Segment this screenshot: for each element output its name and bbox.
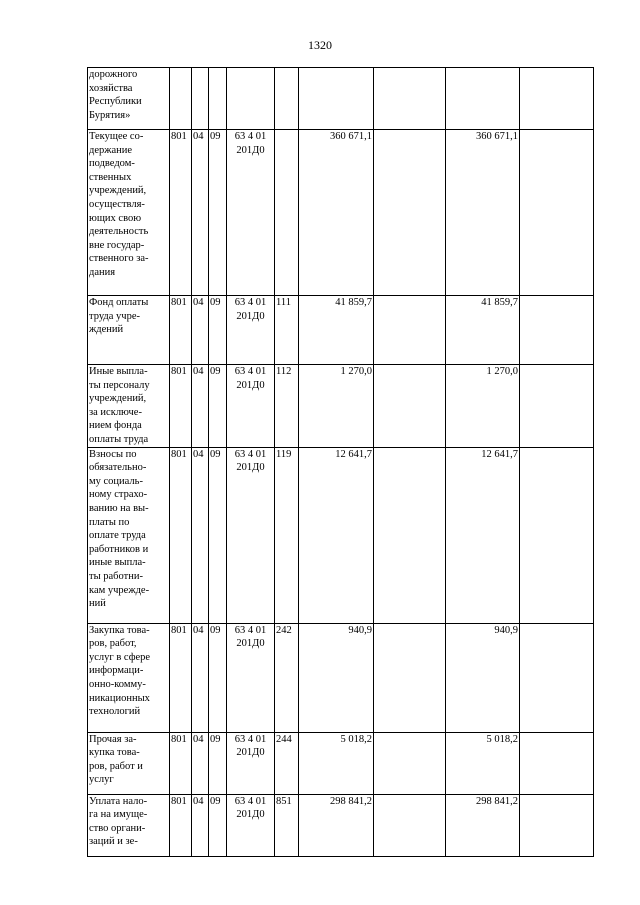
amount-extra-cell: [374, 68, 446, 130]
target-article-cell: [227, 447, 275, 623]
target-article-text: 63 4 01 201Д0: [234, 733, 267, 759]
expense-name-cell: [88, 130, 170, 296]
empty-cell: [520, 296, 594, 365]
expense-name-cell: [88, 794, 170, 856]
subsection-code-text: 09: [210, 366, 221, 377]
subsection-code-cell: [209, 130, 227, 296]
amount-cell: [299, 130, 374, 296]
section-code-cell: [192, 296, 209, 365]
amount-extra-cell: [374, 365, 446, 448]
expense-type-cell: [275, 130, 299, 296]
empty-cell: [520, 447, 594, 623]
amount-extra-cell: [374, 623, 446, 732]
amount-total-text: 298 841,2: [476, 795, 518, 807]
ministry-code-cell: [170, 447, 192, 623]
expense-type-cell: [275, 794, 299, 856]
table-row: [88, 365, 594, 448]
subsection-code-cell: [209, 732, 227, 794]
amount-cell: [299, 447, 374, 623]
amount-extra-cell: [374, 296, 446, 365]
expense-name-cell: [88, 68, 170, 130]
expense-type-cell: [275, 68, 299, 130]
target-article-cell: [227, 732, 275, 794]
subsection-code-text: 09: [210, 448, 221, 460]
expense-type-text: 851: [276, 795, 292, 807]
section-code-cell: [192, 794, 209, 856]
expense-name-text: Иные выпла- ты персоналу учреждений, за исключе- нием фонда оплаты труда: [89, 366, 150, 445]
target-article-text: 63 4 01 201Д0: [234, 297, 267, 322]
amount-total-cell: [446, 623, 520, 732]
ministry-code-text: 801: [171, 297, 187, 308]
empty-cell: [520, 623, 594, 732]
subsection-code-text: 09: [210, 733, 221, 745]
expense-name-text: Текущее со- держание подведом- ственных учреждений, осуществля- ющих свою деятельность вне государ- ственного за- дания: [89, 131, 149, 278]
expense-type-text: 119: [276, 448, 292, 460]
expense-name-text: Взносы по обязательно- му социаль- ному страхо- ванию на вы- платы по оплате труда работников и иные выпла- ты работни- кам учрежде- ний: [89, 448, 150, 610]
section-code-cell: [192, 623, 209, 732]
ministry-code-cell: [170, 732, 192, 794]
section-code-text: 04: [193, 366, 204, 377]
empty-cell: [520, 794, 594, 856]
target-article-text: 63 4 01 201Д0: [234, 131, 267, 156]
amount-cell: [299, 623, 374, 732]
table-row: [88, 68, 594, 130]
expense-name-text: Фонд оплаты труда учре- ждений: [89, 297, 149, 336]
expense-type-text: 112: [276, 366, 292, 377]
table-row: [88, 623, 594, 732]
amount-total-cell: [446, 365, 520, 448]
ministry-code-cell: [170, 794, 192, 856]
subsection-code-cell: [209, 623, 227, 732]
target-article-text: 63 4 01 201Д0: [234, 366, 267, 391]
amount-cell: [299, 296, 374, 365]
amount-total-text: 41 859,7: [481, 297, 518, 308]
ministry-code-cell: [170, 130, 192, 296]
subsection-code-cell: [209, 365, 227, 448]
empty-cell: [520, 130, 594, 296]
amount-cell: [299, 732, 374, 794]
amount-extra-cell: [374, 130, 446, 296]
ministry-code-text: 801: [171, 795, 187, 807]
page-number: 1320: [308, 38, 332, 52]
table-row: [88, 447, 594, 623]
expense-type-cell: [275, 732, 299, 794]
expense-type-text: 244: [276, 733, 292, 745]
table-row: [88, 732, 594, 794]
amount-total-cell: [446, 296, 520, 365]
amount-text: 5 018,2: [340, 733, 372, 745]
expense-name-cell: [88, 296, 170, 365]
section-code-cell: [192, 732, 209, 794]
expense-type-text: 242: [276, 624, 292, 636]
amount-total-cell: [446, 68, 520, 130]
expense-name-cell: [88, 365, 170, 448]
subsection-code-text: 09: [210, 131, 221, 142]
subsection-code-cell: [209, 794, 227, 856]
amount-text: 1 270,0: [340, 366, 372, 377]
expense-name-cell: [88, 447, 170, 623]
target-article-text: 63 4 01 201Д0: [234, 448, 267, 474]
target-article-text: 63 4 01 201Д0: [234, 795, 267, 821]
amount-total-text: 940,9: [494, 624, 518, 636]
amount-text: 940,9: [348, 624, 372, 636]
amount-text: 12 641,7: [335, 448, 372, 460]
section-code-cell: [192, 365, 209, 448]
amount-total-text: 1 270,0: [486, 366, 518, 377]
amount-total-cell: [446, 447, 520, 623]
subsection-code-cell: [209, 296, 227, 365]
section-code-text: 04: [193, 448, 204, 460]
amount-text: 360 671,1: [330, 131, 372, 142]
amount-text: 298 841,2: [330, 795, 372, 807]
section-code-cell: [192, 447, 209, 623]
amount-cell: [299, 68, 374, 130]
subsection-code-cell: [209, 68, 227, 130]
amount-total-cell: [446, 130, 520, 296]
empty-cell: [520, 365, 594, 448]
target-article-cell: [227, 794, 275, 856]
subsection-code-text: 09: [210, 624, 221, 636]
section-code-cell: [192, 68, 209, 130]
expense-name-text: Закупка това- ров, работ, услуг в сфере информаци- онно-комму- никационных технологий: [89, 624, 151, 718]
section-code-cell: [192, 130, 209, 296]
ministry-code-cell: [170, 296, 192, 365]
target-article-cell: [227, 130, 275, 296]
table-row: [88, 296, 594, 365]
expense-name-text: дорожного хозяйства Республики Бурятия»: [89, 69, 142, 121]
target-article-cell: [227, 623, 275, 732]
ministry-code-text: 801: [171, 448, 187, 460]
amount-total-text: 12 641,7: [481, 448, 518, 460]
expense-type-cell: [275, 623, 299, 732]
expense-type-cell: [275, 365, 299, 448]
expense-name-cell: [88, 732, 170, 794]
expense-name-text: Прочая за- купка това- ров, работ и услуг: [89, 733, 143, 786]
section-code-text: 04: [193, 733, 204, 745]
subsection-code-text: 09: [210, 795, 221, 807]
section-code-text: 04: [193, 297, 204, 308]
table-row: [88, 794, 594, 856]
amount-cell: [299, 794, 374, 856]
expense-name-text: Уплата нало- га на имуще- ство органи- заций и зе-: [89, 795, 148, 848]
amount-total-cell: [446, 794, 520, 856]
ministry-code-text: 801: [171, 131, 187, 142]
expense-type-cell: [275, 447, 299, 623]
expense-type-text: 111: [276, 297, 291, 308]
empty-cell: [520, 732, 594, 794]
amount-cell: [299, 365, 374, 448]
amount-text: 41 859,7: [335, 297, 372, 308]
section-code-text: 04: [193, 795, 204, 807]
ministry-code-cell: [170, 68, 192, 130]
amount-total-cell: [446, 732, 520, 794]
target-article-cell: [227, 296, 275, 365]
target-article-text: 63 4 01 201Д0: [234, 624, 267, 650]
subsection-code-cell: [209, 447, 227, 623]
subsection-code-text: 09: [210, 297, 221, 308]
ministry-code-text: 801: [171, 624, 187, 636]
amount-total-text: 360 671,1: [476, 131, 518, 142]
amount-extra-cell: [374, 447, 446, 623]
target-article-cell: [227, 68, 275, 130]
amount-extra-cell: [374, 794, 446, 856]
amount-total-text: 5 018,2: [486, 733, 518, 745]
section-code-text: 04: [193, 131, 204, 142]
expense-type-cell: [275, 296, 299, 365]
ministry-code-cell: [170, 365, 192, 448]
amount-extra-cell: [374, 732, 446, 794]
empty-cell: [520, 68, 594, 130]
target-article-cell: [227, 365, 275, 448]
ministry-code-text: 801: [171, 733, 187, 745]
ministry-code-cell: [170, 623, 192, 732]
budget-table: [87, 67, 594, 857]
ministry-code-text: 801: [171, 366, 187, 377]
table-row: [88, 130, 594, 296]
section-code-text: 04: [193, 624, 204, 636]
expense-name-cell: [88, 623, 170, 732]
